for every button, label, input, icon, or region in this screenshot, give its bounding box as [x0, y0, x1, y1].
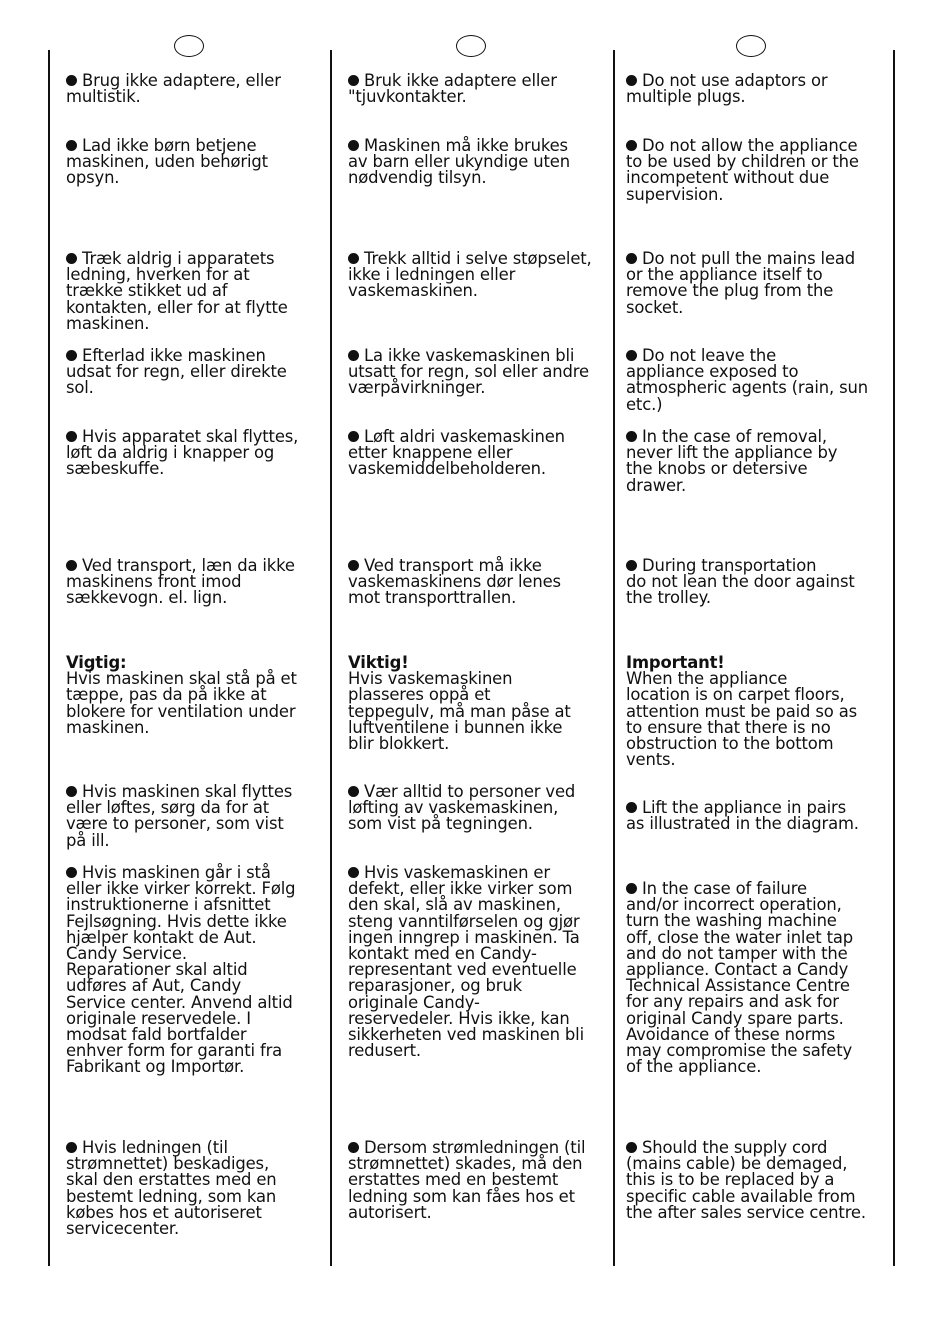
paragraph-text: Hvis vaskemaskinen er defekt, eller ikke virker som den skal, slå av maskinen, steng vanntilførselen og gjør ingen inngrep i maskinen. Ta kontakt med en Candy- representant ved eventuelle reparasjoner, og bruk originale Candy- reservedeler. Hvis ikke, kan sikkerheten ved maskinen bli redusert. [348, 863, 584, 1061]
bullet-icon [66, 75, 77, 86]
bullet-icon [348, 786, 359, 797]
bullet-icon [348, 867, 359, 878]
paragraph-text: Do not allow the appliance to be used by children or the incompetent without due supervision. [626, 136, 859, 204]
language-marker-circle [736, 35, 766, 57]
instruction-paragraph [66, 1140, 324, 1237]
column-divider [330, 50, 332, 1266]
bullet-icon [626, 75, 637, 86]
bullet-icon [626, 1142, 637, 1153]
bullet-icon [66, 431, 77, 442]
instruction-paragraph [348, 138, 606, 187]
bullet-icon [348, 253, 359, 264]
instruction-paragraph [626, 881, 884, 1075]
paragraph-text: Do not leave the appliance exposed to atmospheric agents (rain, sun etc.) [626, 346, 868, 414]
instruction-paragraph [66, 73, 324, 105]
language-marker-circle [456, 35, 486, 57]
section-heading: Vigtig: [66, 653, 127, 672]
paragraph-text: Trekk alltid i selve støpselet, ikke i ledningen eller vaskemaskinen. [348, 249, 592, 301]
bullet-icon [66, 140, 77, 151]
bullet-icon [626, 431, 637, 442]
paragraph-text: Ved transport må ikke vaskemaskinens dør lenes mot transporttrallen. [348, 556, 561, 608]
instruction-paragraph [626, 251, 884, 316]
column-divider [893, 50, 895, 1266]
instruction-paragraph [626, 1140, 884, 1221]
instruction-paragraph [348, 251, 606, 300]
paragraph-text: Efterlad ikke maskinen udsat for regn, eller direkte sol. [66, 346, 287, 398]
section-heading: Viktig! [348, 653, 409, 672]
column-divider [48, 50, 50, 1266]
bullet-icon [66, 786, 77, 797]
instruction-paragraph [66, 655, 324, 736]
section-heading: Important! [626, 653, 725, 672]
instruction-paragraph [66, 138, 324, 187]
bullet-icon [348, 560, 359, 571]
instruction-paragraph [626, 429, 884, 494]
instruction-paragraph [66, 784, 324, 849]
paragraph-text: Vær alltid to personer ved løfting av vaskemaskinen, som vist på tegningen. [348, 782, 576, 834]
paragraph-text: Bruk ikke adaptere eller "tjuvkontakter. [348, 71, 557, 107]
bullet-icon [348, 431, 359, 442]
instruction-paragraph [66, 865, 324, 1076]
instruction-paragraph [626, 73, 884, 105]
instruction-paragraph [66, 558, 324, 607]
paragraph-text: When the appliance location is on carpet floors, attention must be paid so as to ensure that there is no obstruction to the bottom vents. [626, 669, 857, 770]
column-divider [613, 50, 615, 1266]
paragraph-text: Dersom strømledningen (til strømnettet) skades, må den erstattes med en bestemt ledning som kan fåes hos et autorisert. [348, 1138, 586, 1222]
paragraph-text: Do not use adaptors or multiple plugs. [626, 71, 828, 107]
paragraph-text: Hvis maskinen skal stå på et tæppe, pas da på ikke at blokere for ventilation under maskinen. [66, 669, 297, 737]
instruction-paragraph [626, 800, 884, 832]
bullet-icon [626, 802, 637, 813]
bullet-icon [348, 140, 359, 151]
bullet-icon [626, 883, 637, 894]
paragraph-text: Lift the appliance in pairs as illustrated in the diagram. [626, 798, 859, 834]
bullet-icon [348, 75, 359, 86]
paragraph-text: Brug ikke adaptere, eller multistik. [66, 71, 281, 107]
bullet-icon [626, 140, 637, 151]
paragraph-text: Træk aldrig i apparatets ledning, hverken for at trække stikket ud af kontakten, eller for at flytte maskinen. [66, 249, 288, 333]
paragraph-text: Do not pull the mains lead or the appliance itself to remove the plug from the socket. [626, 249, 856, 317]
paragraph-text: In the case of removal, never lift the appliance by the knobs or detersive drawer. [626, 427, 838, 495]
paragraph-text: Hvis maskinen skal flyttes eller løftes, sørg da for at være to personer, som vist på ill. [66, 782, 293, 850]
instruction-paragraph [66, 429, 324, 478]
paragraph-text: Should the supply cord (mains cable) be demaged, this is to be replaced by a specific cable available from the after sales service centre. [626, 1138, 866, 1222]
paragraph-text: Løft aldri vaskemaskinen etter knappene eller vaskemiddelbeholderen. [348, 427, 565, 479]
instruction-paragraph [66, 348, 324, 397]
paragraph-text: Hvis ledningen (til strømnettet) beskadiges, skal den erstattes med en bestemt ledning, som kan købes hos et autoriseret servicecenter. [66, 1138, 277, 1239]
paragraph-text: Lad ikke børn betjene maskinen, uden behørigt opsyn. [66, 136, 268, 188]
instruction-paragraph [348, 558, 606, 607]
instruction-paragraph [626, 655, 884, 768]
paragraph-text: Hvis vaskemaskinen plasseres oppå et teppegulv, må man påse at luftventilene i bunnen ikke blir blokkert. [348, 669, 571, 754]
bullet-icon [626, 350, 637, 361]
instruction-paragraph [348, 348, 606, 397]
instruction-paragraph [348, 429, 606, 478]
bullet-icon [626, 253, 637, 264]
instruction-paragraph [626, 348, 884, 413]
paragraph-text: La ikke vaskemaskinen bli utsatt for regn, sol eller andre værpåvirkninger. [348, 346, 589, 398]
bullet-icon [66, 867, 77, 878]
instruction-paragraph [66, 251, 324, 332]
instruction-paragraph [348, 655, 606, 752]
paragraph-text: During transportation do not lean the door against the trolley. [626, 556, 855, 608]
instruction-paragraph [626, 138, 884, 203]
paragraph-text: In the case of failure and/or incorrect operation, turn the washing machine off, close the water inlet tap and do not tamper with the appliance. Contact a Candy Technical Assistance Centre for any repairs and ask for original Candy spare parts. Avoidance of these norms may compromise the safety of the appliance. [626, 879, 854, 1077]
bullet-icon [66, 253, 77, 264]
bullet-icon [66, 1142, 77, 1153]
instruction-paragraph [626, 558, 884, 607]
paragraph-text: Maskinen må ikke brukes av barn eller ukyndige uten nødvendig tilsyn. [348, 136, 570, 188]
instruction-paragraph [348, 73, 606, 105]
instruction-paragraph [348, 1140, 606, 1221]
bullet-icon [348, 350, 359, 361]
bullet-icon [626, 560, 637, 571]
bullet-icon [348, 1142, 359, 1153]
language-marker-circle [174, 35, 204, 57]
paragraph-text: Ved transport, læn da ikke maskinens front imod sækkevogn. el. lign. [66, 556, 295, 608]
instruction-paragraph [348, 784, 606, 833]
paragraph-text: Hvis apparatet skal flyttes, løft da aldrig i knapper og sæbeskuffe. [66, 427, 299, 479]
bullet-icon [66, 560, 77, 571]
paragraph-text: Hvis maskinen går i stå eller ikke virker korrekt. Følg instruktionerne i afsnittet Fejlsøgning. Hvis dette ikke hjælper kontakt de Aut. Candy Service. Reparationer skal altid udføres af Aut, Candy Service center. Anvend altid originale reservedele. I modsat fald bortfalder enhver form for garanti fra Fabrikant og Importør. [66, 863, 296, 1077]
instruction-paragraph [348, 865, 606, 1059]
bullet-icon [66, 350, 77, 361]
